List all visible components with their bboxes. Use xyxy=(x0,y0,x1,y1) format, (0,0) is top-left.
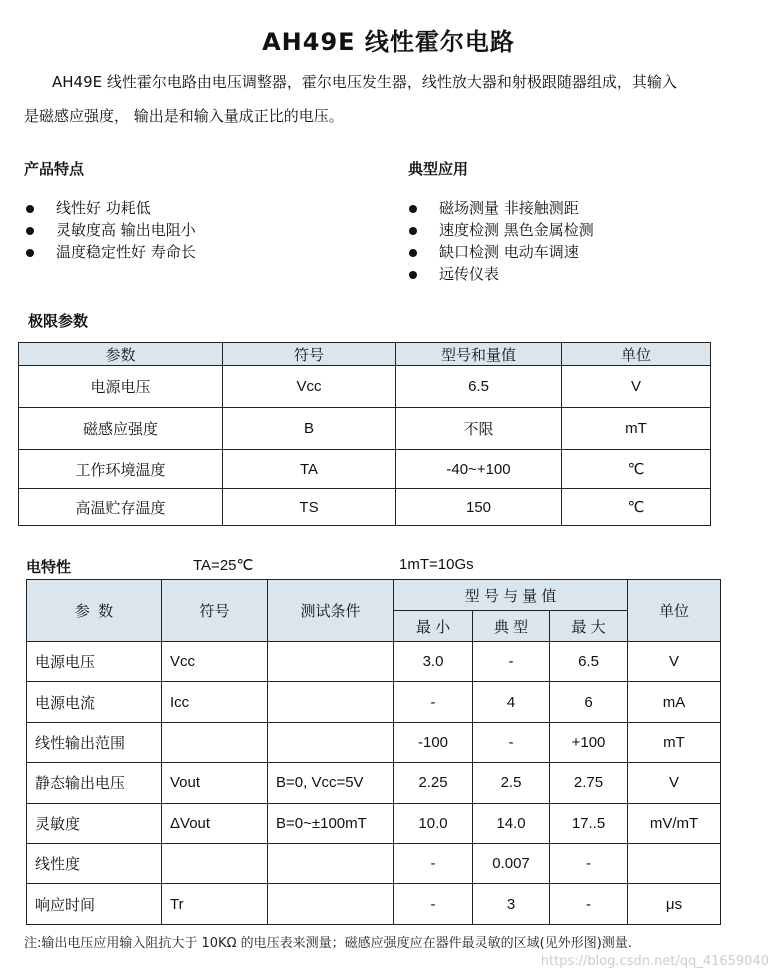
table-header-row xyxy=(19,343,711,366)
list-item xyxy=(409,197,594,219)
header-cell: 型 号 与 量 值 xyxy=(394,580,628,611)
intro-line-2: 是磁感应强度， 输出是和输入量成正比的电压。 xyxy=(24,107,344,125)
table-cell: B=0, Vcc=5V xyxy=(268,763,394,803)
table-header-row xyxy=(27,580,721,611)
header-cell: 典 型 xyxy=(473,611,550,642)
bullet-icon xyxy=(409,205,417,213)
item-text: 远传仪表 xyxy=(439,265,500,283)
item-text: 灵敏度高 输出电阻小 xyxy=(56,221,196,239)
table-cell: 6.5 xyxy=(550,642,628,682)
table-cell: mT xyxy=(562,408,711,450)
table-cell: 17..5 xyxy=(550,803,628,843)
bullet-icon xyxy=(409,249,417,257)
table-cell: 2.75 xyxy=(550,763,628,803)
table-cell: +100 xyxy=(550,722,628,762)
header-cell: 符号 xyxy=(162,580,268,642)
table-cell: B xyxy=(223,408,396,450)
table-row xyxy=(27,763,721,803)
bullet-icon xyxy=(26,205,34,213)
table-cell: ℃ xyxy=(562,450,711,489)
list-item xyxy=(409,263,594,285)
table-cell: -40~+100 xyxy=(396,450,562,489)
table-cell: 150 xyxy=(396,489,562,526)
table-cell: 6 xyxy=(550,682,628,722)
table-cell: - xyxy=(550,843,628,883)
table-cell: 不限 xyxy=(396,408,562,450)
table-cell: 3.0 xyxy=(394,642,473,682)
header-cell: 最 大 xyxy=(550,611,628,642)
table-row xyxy=(27,642,721,682)
table-cell: 线性输出范围 xyxy=(27,722,162,762)
item-text: 线性好 功耗低 xyxy=(56,199,151,217)
electrical-table xyxy=(26,579,721,925)
table-cell: 磁感应强度 xyxy=(19,408,223,450)
table-cell: mT xyxy=(628,722,721,762)
header-cell: 最 小 xyxy=(394,611,473,642)
table-cell: mA xyxy=(628,682,721,722)
table-cell: 高温贮存温度 xyxy=(19,489,223,526)
table-row xyxy=(19,489,711,526)
applications-list xyxy=(409,197,594,285)
test-condition: TA=25℃ xyxy=(193,557,254,574)
table-cell: 线性度 xyxy=(27,843,162,883)
list-item xyxy=(26,241,196,263)
intro-line-1: AH49E 线性霍尔电路由电压调整器，霍尔电压发生器，线性放大器和射极跟随器组成，其输入 xyxy=(52,73,677,91)
header-cell: 测试条件 xyxy=(268,580,394,642)
table-cell: 2.25 xyxy=(394,763,473,803)
table-cell: ΔVout xyxy=(162,803,268,843)
table-cell: V xyxy=(628,763,721,803)
item-text: 温度稳定性好 寿命长 xyxy=(56,243,196,261)
table-cell: 电源电压 xyxy=(19,366,223,408)
table-cell: μs xyxy=(628,884,721,924)
applications-heading: 典型应用 xyxy=(408,160,469,178)
table-cell: 灵敏度 xyxy=(27,803,162,843)
table-cell: B=0~±100mT xyxy=(268,803,394,843)
table-row xyxy=(27,722,721,762)
header-cell: 参 数 xyxy=(27,580,162,642)
table-row xyxy=(27,682,721,722)
table-cell: - xyxy=(394,843,473,883)
list-item xyxy=(409,241,594,263)
table-cell: - xyxy=(473,642,550,682)
table-cell: Icc xyxy=(162,682,268,722)
bullet-icon xyxy=(26,227,34,235)
table-row xyxy=(19,450,711,489)
item-text: 缺口检测 电动车调速 xyxy=(439,243,579,261)
table-cell xyxy=(268,682,394,722)
bullet-icon xyxy=(409,227,417,235)
table-cell: 0.007 xyxy=(473,843,550,883)
table-cell: 2.5 xyxy=(473,763,550,803)
features-heading: 产品特点 xyxy=(24,160,85,178)
table-cell: Vcc xyxy=(162,642,268,682)
table-cell: Vout xyxy=(162,763,268,803)
bullet-icon xyxy=(26,249,34,257)
table-cell: -100 xyxy=(394,722,473,762)
table-cell: 电源电流 xyxy=(27,682,162,722)
watermark: https://blog.csdn.net/qq_41659040 xyxy=(540,954,769,969)
table-cell xyxy=(268,884,394,924)
item-text: 速度检测 黑色金属检测 xyxy=(439,221,594,239)
table-cell: 6.5 xyxy=(396,366,562,408)
table-cell: V xyxy=(628,642,721,682)
header-cell: 型号和量值 xyxy=(396,343,562,366)
header-cell: 符号 xyxy=(223,343,396,366)
table-cell: TS xyxy=(223,489,396,526)
unit-conversion: 1mT=10Gs xyxy=(399,556,474,573)
list-item xyxy=(26,197,196,219)
bullet-icon xyxy=(409,271,417,279)
table-cell xyxy=(268,843,394,883)
table-cell xyxy=(162,843,268,883)
table-cell xyxy=(268,642,394,682)
table-cell: 3 xyxy=(473,884,550,924)
table-cell: 电源电压 xyxy=(27,642,162,682)
item-text: 磁场测量 非接触测距 xyxy=(439,199,579,217)
table-row xyxy=(19,366,711,408)
table-cell: 静态输出电压 xyxy=(27,763,162,803)
table-cell: - xyxy=(550,884,628,924)
table-cell xyxy=(162,722,268,762)
table-cell: V xyxy=(562,366,711,408)
page-title: AH49E 线性霍尔电路 xyxy=(262,28,515,56)
table-cell: 14.0 xyxy=(473,803,550,843)
features-list xyxy=(26,197,196,263)
table-row xyxy=(27,803,721,843)
limits-heading: 极限参数 xyxy=(28,312,89,330)
table-cell: ℃ xyxy=(562,489,711,526)
table-cell: - xyxy=(394,682,473,722)
table-cell: 工作环境温度 xyxy=(19,450,223,489)
electrical-heading: 电特性 xyxy=(26,558,72,576)
table-cell: Vcc xyxy=(223,366,396,408)
table-cell xyxy=(628,843,721,883)
table-row xyxy=(27,843,721,883)
table-cell xyxy=(268,722,394,762)
table-cell: mV/mT xyxy=(628,803,721,843)
table-row xyxy=(19,408,711,450)
table-cell: 响应时间 xyxy=(27,884,162,924)
table-cell: 4 xyxy=(473,682,550,722)
list-item xyxy=(26,219,196,241)
header-cell: 单位 xyxy=(628,580,721,642)
header-cell: 参数 xyxy=(19,343,223,366)
footnote: 注:输出电压应用输入阻抗大于 10KΩ 的电压表来测量；磁感应强度应在器件最灵敏的区域(见外形图)测量. xyxy=(24,936,632,951)
table-cell: TA xyxy=(223,450,396,489)
table-cell: - xyxy=(394,884,473,924)
table-row xyxy=(27,884,721,924)
limits-table xyxy=(18,342,711,526)
table-cell: - xyxy=(473,722,550,762)
header-cell: 单位 xyxy=(562,343,711,366)
table-cell: Tr xyxy=(162,884,268,924)
table-cell: 10.0 xyxy=(394,803,473,843)
list-item xyxy=(409,219,594,241)
